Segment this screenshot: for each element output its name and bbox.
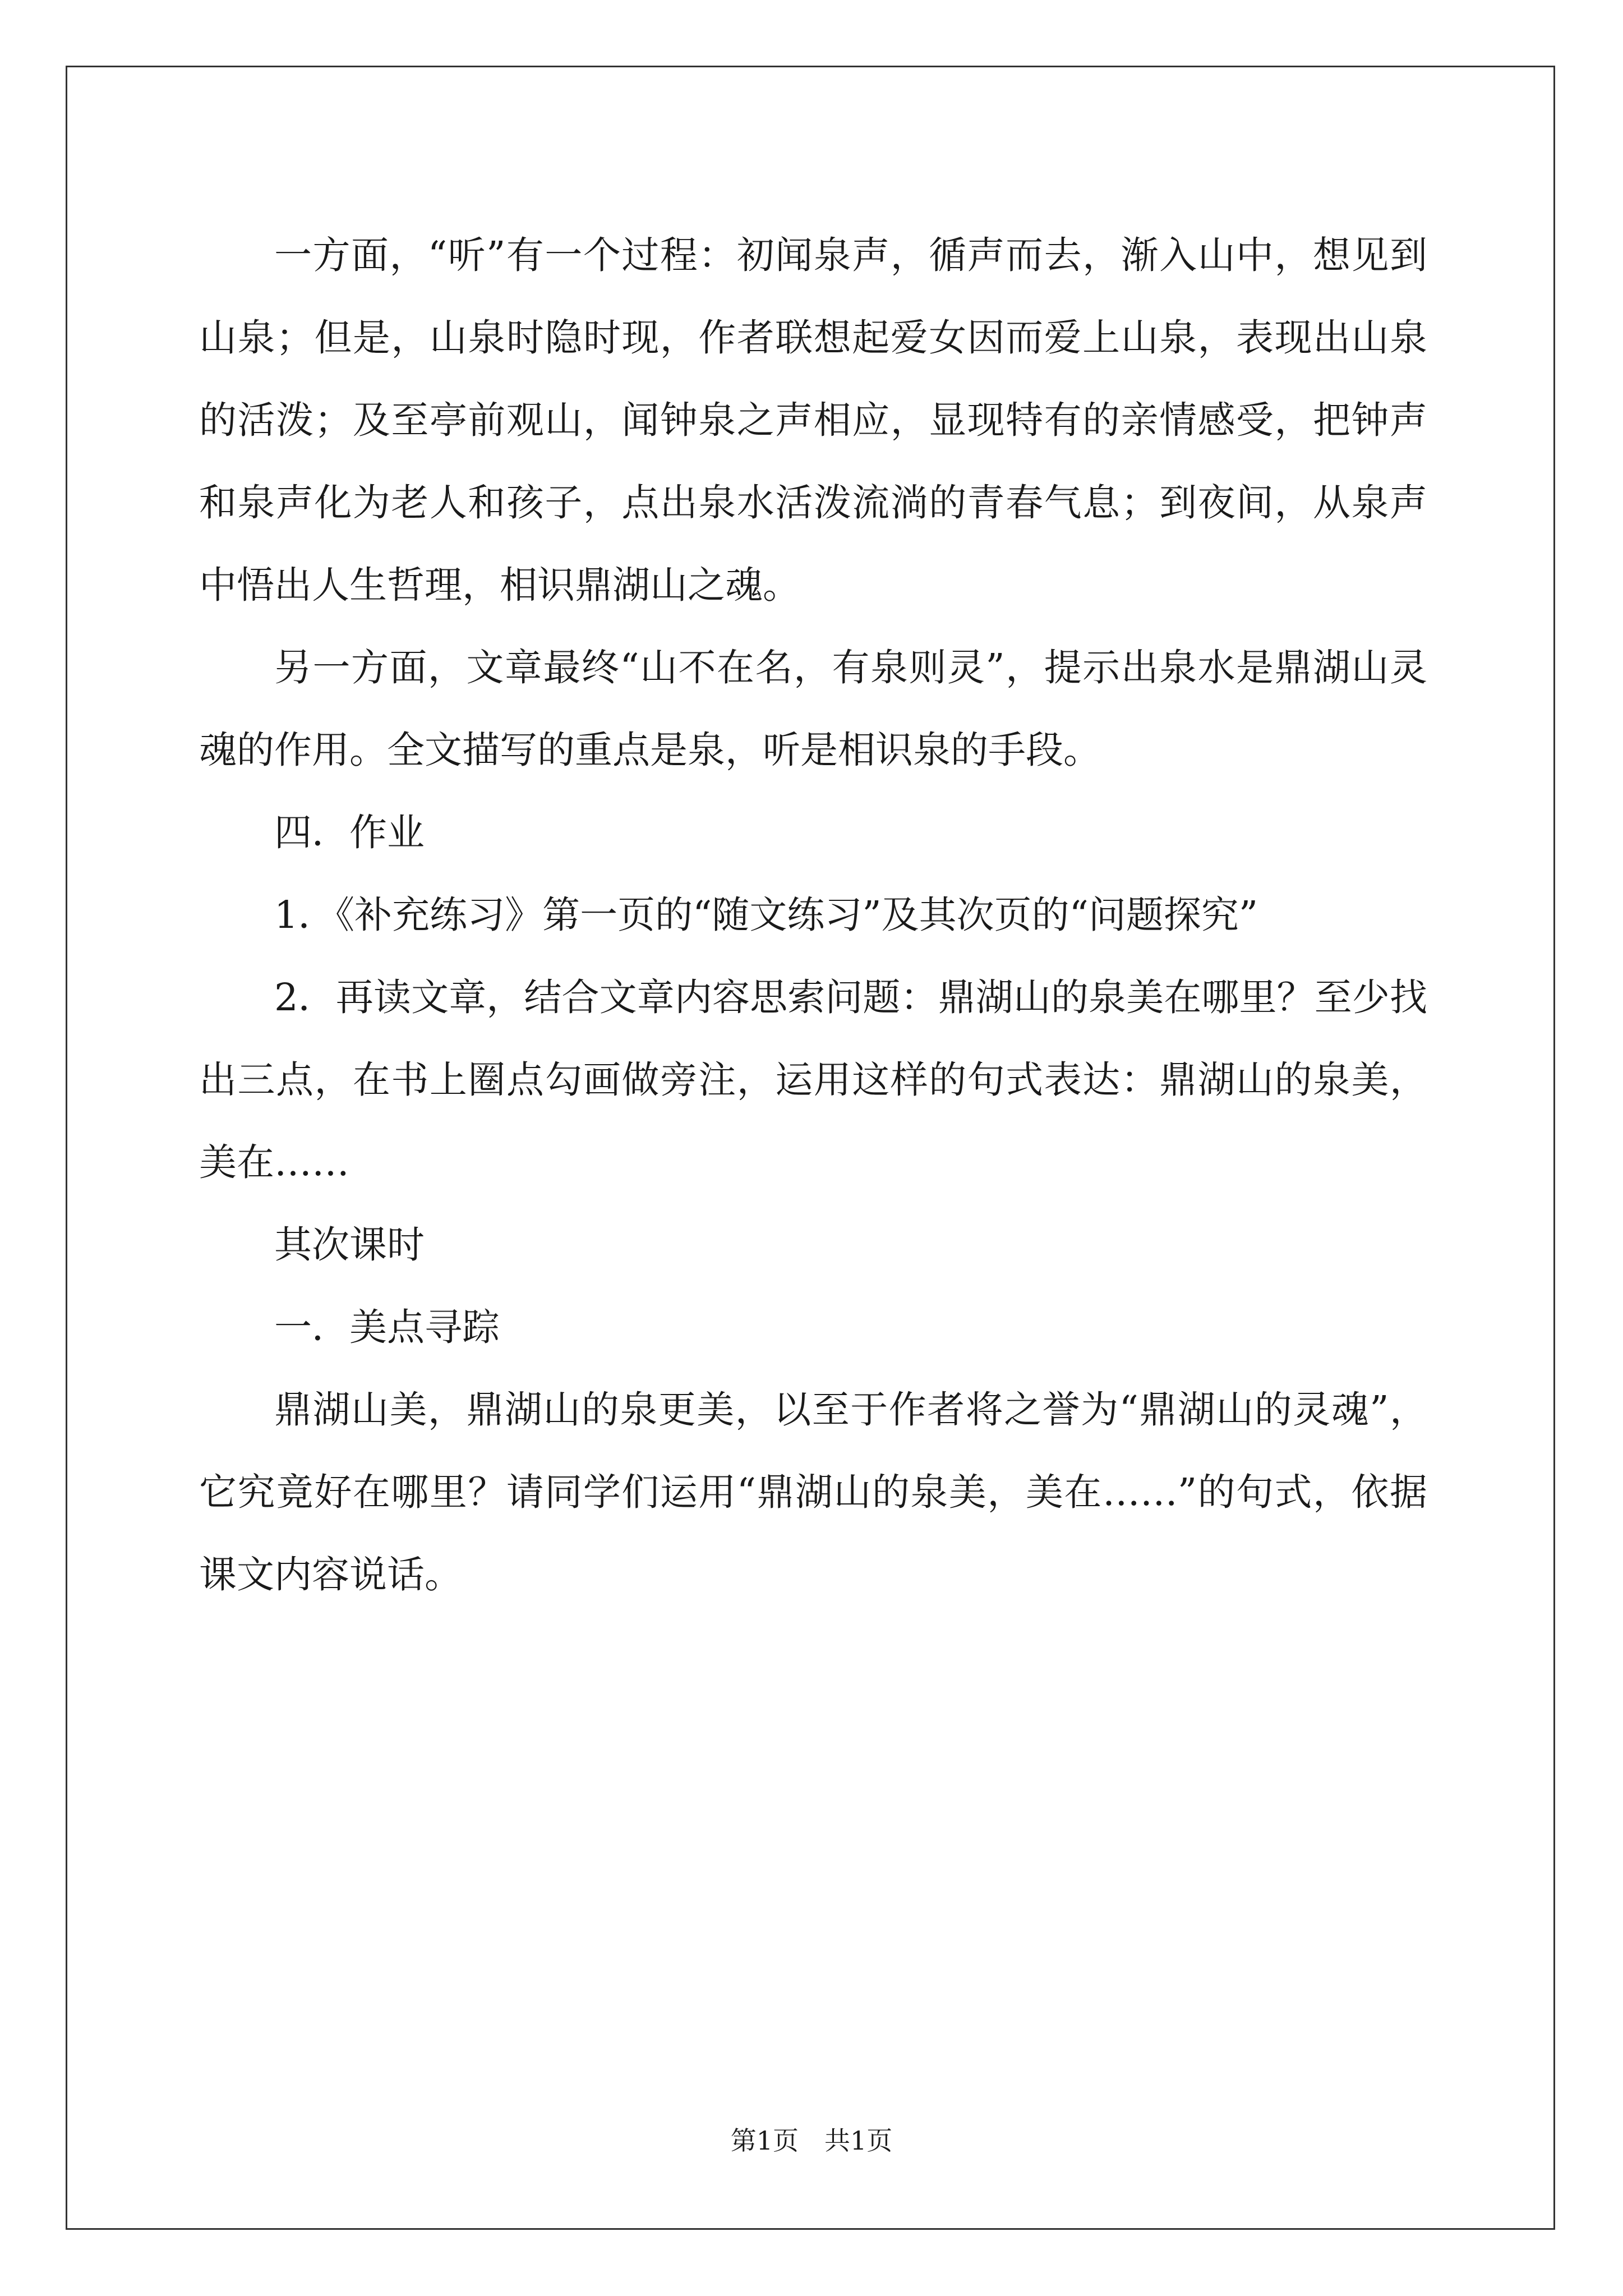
- document-body: [199, 214, 1427, 1616]
- heading-homework: 四．作业: [274, 811, 425, 854]
- homework-item-1: 1．《补充练习》第一页的“随文练习”及其次页的“问题探究”: [274, 893, 1258, 937]
- page-number: 第1页 共1页: [730, 2125, 893, 2156]
- paragraph-listening-process: 一方面，“听”有一个过程：初闻泉声，循声而去，渐入山中，想见到山泉；但是，山泉时隐时现，作者联想起爱女因而爱上山泉，表现出山泉的活泼；及至亭前观山，闻钟泉之声相应，显现特有的亲情感受，把钟声和泉声化为老人和孩子，点出泉水活泼流淌的青春气息；到夜间，从泉声中悟出人生哲理，相识鼎湖山之魂。: [199, 233, 1427, 607]
- paragraph-spring-beauty: 鼎湖山美，鼎湖山的泉更美，以至于作者将之誉为“鼎湖山的灵魂”，它究竟好在哪里？请同学们运用“鼎湖山的泉美，美在……”的句式，依据课文内容说话。: [199, 1388, 1427, 1596]
- homework-item-2: 2．再读文章，结合文章内容思索问题：鼎湖山的泉美在哪里？至少找出三点，在书上圈点勾画做旁注，运用这样的句式表达：鼎湖山的泉美，美在……: [199, 976, 1427, 1184]
- paragraph-spring-soul: 另一方面，文章最终“山不在名，有泉则灵”，提示出泉水是鼎湖山灵魂的作用。全文描写的重点是泉，听是相识泉的手段。: [199, 646, 1427, 772]
- heading-second-lesson: 其次课时: [274, 1223, 425, 1267]
- heading-beauty-trace: 一．美点寻踪: [274, 1305, 500, 1349]
